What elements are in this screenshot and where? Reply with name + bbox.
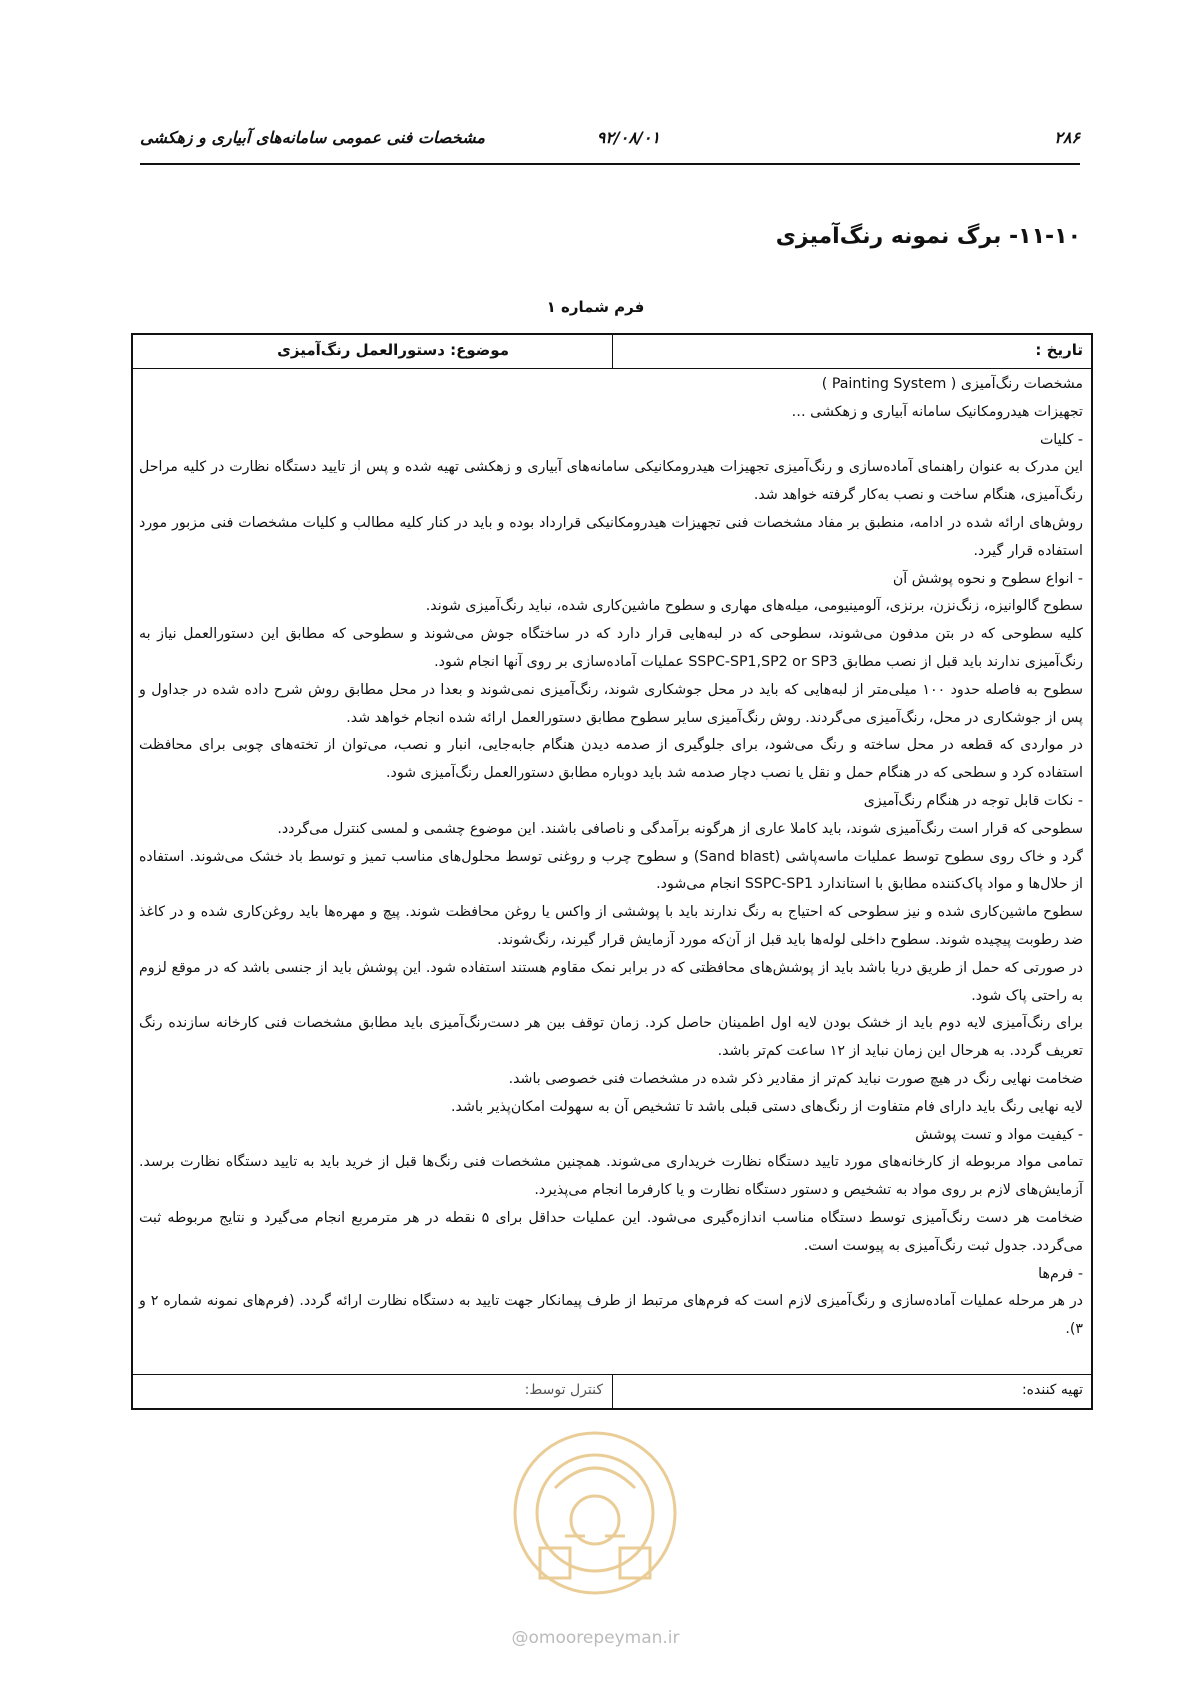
section-heading: - کیفیت مواد و تست پوشش [915, 1126, 1083, 1143]
section-heading: - انواع سطوح و نحوه پوشش آن [892, 570, 1083, 587]
page-header [140, 128, 1080, 154]
painting-form [131, 333, 1093, 1410]
paragraph: مشخصات رنگ‌آمیزی ( Painting System ) [821, 376, 1083, 392]
form-title: فرم شماره ۱ [546, 298, 645, 316]
paragraph: تمامی مواد مربوطه از کارخانه‌های مورد تایید دستگاه نظارت خریداری می‌شوند. همچنین مشخصات فنی رنگ‌ها قبل از خرید باید به تایید دستگاه نظارت برسد. آزمایش‌های لازم بر روی مواد به تشخیص و دستور دستگاه نظارت و یا کارفرما انجام می‌پذیرد. [139, 1154, 1083, 1199]
paragraph: ضخامت هر دست رنگ‌آمیزی توسط دستگاه مناسب اندازه‌گیری می‌شود. این عملیات حداقل برای ۵ نقطه در هر مترمربع انجام می‌گیرد و نتایج مربوطه ثبت می‌گردد. جدول ثبت رنگ‌آمیزی به پیوست است. [139, 1209, 1083, 1254]
prepared-by-label: تهیه کننده: [1021, 1382, 1083, 1398]
controlled-by-label: کنترل توسط: [524, 1382, 603, 1398]
paragraph: سطوحی که قرار است رنگ‌آمیزی شوند، باید کاملا عاری از هرگونه برآمدگی و ناصافی باشند. این موضوع چشمی و لمسی کنترل می‌گردد. [277, 820, 1083, 837]
paragraph: سطوح گالوانیزه، زنگ‌نزن، برنزی، آلومینیومی، میله‌های مهاری و سطوح ماشین‌کاری شده، نباید رنگ‌آمیزی شوند. [425, 598, 1083, 615]
page-number: ۲۸۶ [1054, 128, 1080, 147]
paragraph: این مدرک به عنوان راهنمای آماده‌سازی و رنگ‌آمیزی تجهیزات هیدرومکانیکی سامانه‌های آبیاری و زهکشی تهیه شده و پس از تایید دستگاه نظارت در کلیه مراحل رنگ‌آمیزی، هنگام ساخت و نصب به‌کار گرفته خواهد شد. [139, 459, 1083, 504]
paragraph: کلیه سطوحی که در بتن مدفون می‌شوند، سطوحی که در لبه‌هایی قرار دارد که در ساختگاه جوش می‌شوند و سطوحی که مطابق این دستورالعمل نیاز به رنگ‌آمیزی ندارند باید قبل از نصب مطابق SSPC-SP1,SP2 or SP3 عملیات آماده‌سازی بر روی آنها انجام شود. [139, 626, 1083, 670]
section-heading: - کلیات [1039, 431, 1083, 448]
stamp-icon [510, 1428, 680, 1598]
section-heading: - نکات قابل توجه در هنگام رنگ‌آمیزی [863, 792, 1083, 809]
paragraph: تجهیزات هیدرومکانیک سامانه آبیاری و زهکشی … [791, 403, 1083, 420]
watermark: @omoorepeyman.ir [511, 1628, 680, 1648]
date-label: تاریخ : [1035, 341, 1083, 359]
subject-label: موضوع: دستورالعمل رنگ‌آمیزی [277, 341, 509, 359]
paragraph: ضخامت نهایی رنگ در هیچ صورت نباید کم‌تر از مقادیر ذکر شده در مشخصات فنی خصوصی باشد. [508, 1070, 1083, 1087]
paragraph: سطوح ماشین‌کاری شده و نیز سطوحی که احتیاج به رنگ ندارند باید با پوششی از واکس یا روغن محافظت شوند. پیچ و مهره‌ها باید روغن‌کاری شده و در کاغذ ضد رطوبت پیچیده شوند. سطوح داخلی لوله‌ها باید قبل از آن‌که مورد آزمایش قرار گیرند، رنگ‌شوند. [139, 904, 1083, 948]
form-header-row [133, 335, 1091, 369]
header-divider [140, 163, 1080, 165]
form-footer-row [133, 1374, 1091, 1408]
header-date: ۹۲/۰۸/۰۱ [596, 128, 660, 147]
column-divider [612, 1375, 613, 1408]
paragraph: در هر مرحله عملیات آماده‌سازی و رنگ‌آمیزی لازم است که فرم‌های مرتبط از طرف پیمانکار جهت تایید به دستگاه نظارت ارائه گردد. (فرم‌های نمونه شماره ۲ و ۳). [139, 1293, 1083, 1338]
paragraph: در مواردی که قطعه در محل ساخته و رنگ می‌شود، برای جلوگیری از صدمه دیدن هنگام جابه‌جایی، انبار و نصب، می‌توان از تخته‌های چوبی برای محافظت استفاده کرد و سطحی که در هنگام حمل و نقل یا نصب دچار صدمه شد باید دوباره مطابق دستورالعمل رنگ‌آمیزی شود. [139, 737, 1083, 782]
paragraph: گرد و خاک روی سطوح توسط عملیات ماسه‌پاشی (Sand blast) و سطوح چرب و روغنی توسط محلول‌های مناسب تمیز و توسط باد خشک می‌شوند. استفاده از حلال‌ها و مواد پاک‌کننده مطابق با استاندارد SSPC-SP1 انجام می‌شود. [139, 848, 1083, 893]
instructions-body [139, 371, 1083, 1344]
paragraph: در صورتی که حمل از طریق دریا باشد باید از پوشش‌های محافظتی که در برابر نمک مقاوم هستند استفاده شود. این پوشش باید از جنسی باشد که در موقع لزوم به راحتی پاک شود. [139, 959, 1083, 1004]
section-heading: - فرم‌ها [1038, 1265, 1083, 1282]
paragraph: روش‌های ارائه شده در ادامه، منطبق بر مفاد مشخصات فنی تجهیزات هیدرومکانیکی قرارداد بوده و باید در کنار کلیه مطالب و کلیات مشخصات فنی مزبور مورد استفاده قرار گیرد. [139, 514, 1083, 559]
document-title: مشخصات فنی عمومی سامانه‌های آبیاری و زهکشی [140, 128, 485, 147]
stamp-logo [510, 1428, 680, 1598]
column-divider [612, 335, 613, 368]
paragraph: برای رنگ‌آمیزی لایه دوم باید از خشک بودن لایه اول اطمینان حاصل کرد. زمان توقف بین هر دست‌رنگ‌آمیزی باید مطابق مشخصات فنی کارخانه سازنده رنگ تعریف گردد. به هرحال این زمان نباید از ۱۲ ساعت کم‌تر باشد. [139, 1015, 1083, 1060]
paragraph: لایه نهایی رنگ باید دارای فام متفاوت از رنگ‌های دستی قبلی باشد تا تشخیص آن به سهولت امکان‌پذیر باشد. [451, 1098, 1083, 1115]
paragraph: سطوح به فاصله حدود ۱۰۰ میلی‌متر از لبه‌هایی که باید در محل جوشکاری شوند، رنگ‌آمیزی نمی‌شوند و بعدا در محل مطابق روش شرح داده شده در جداول و پس از جوشکاری در محل، رنگ‌آمیزی می‌گردند. روش رنگ‌آمیزی سایر سطوح مطابق دستورالعمل ارائه شده انجام خواهد شد. [139, 681, 1083, 726]
section-title: ۱۱-۱۰- برگ نمونه رنگ‌آمیزی [775, 224, 1081, 249]
